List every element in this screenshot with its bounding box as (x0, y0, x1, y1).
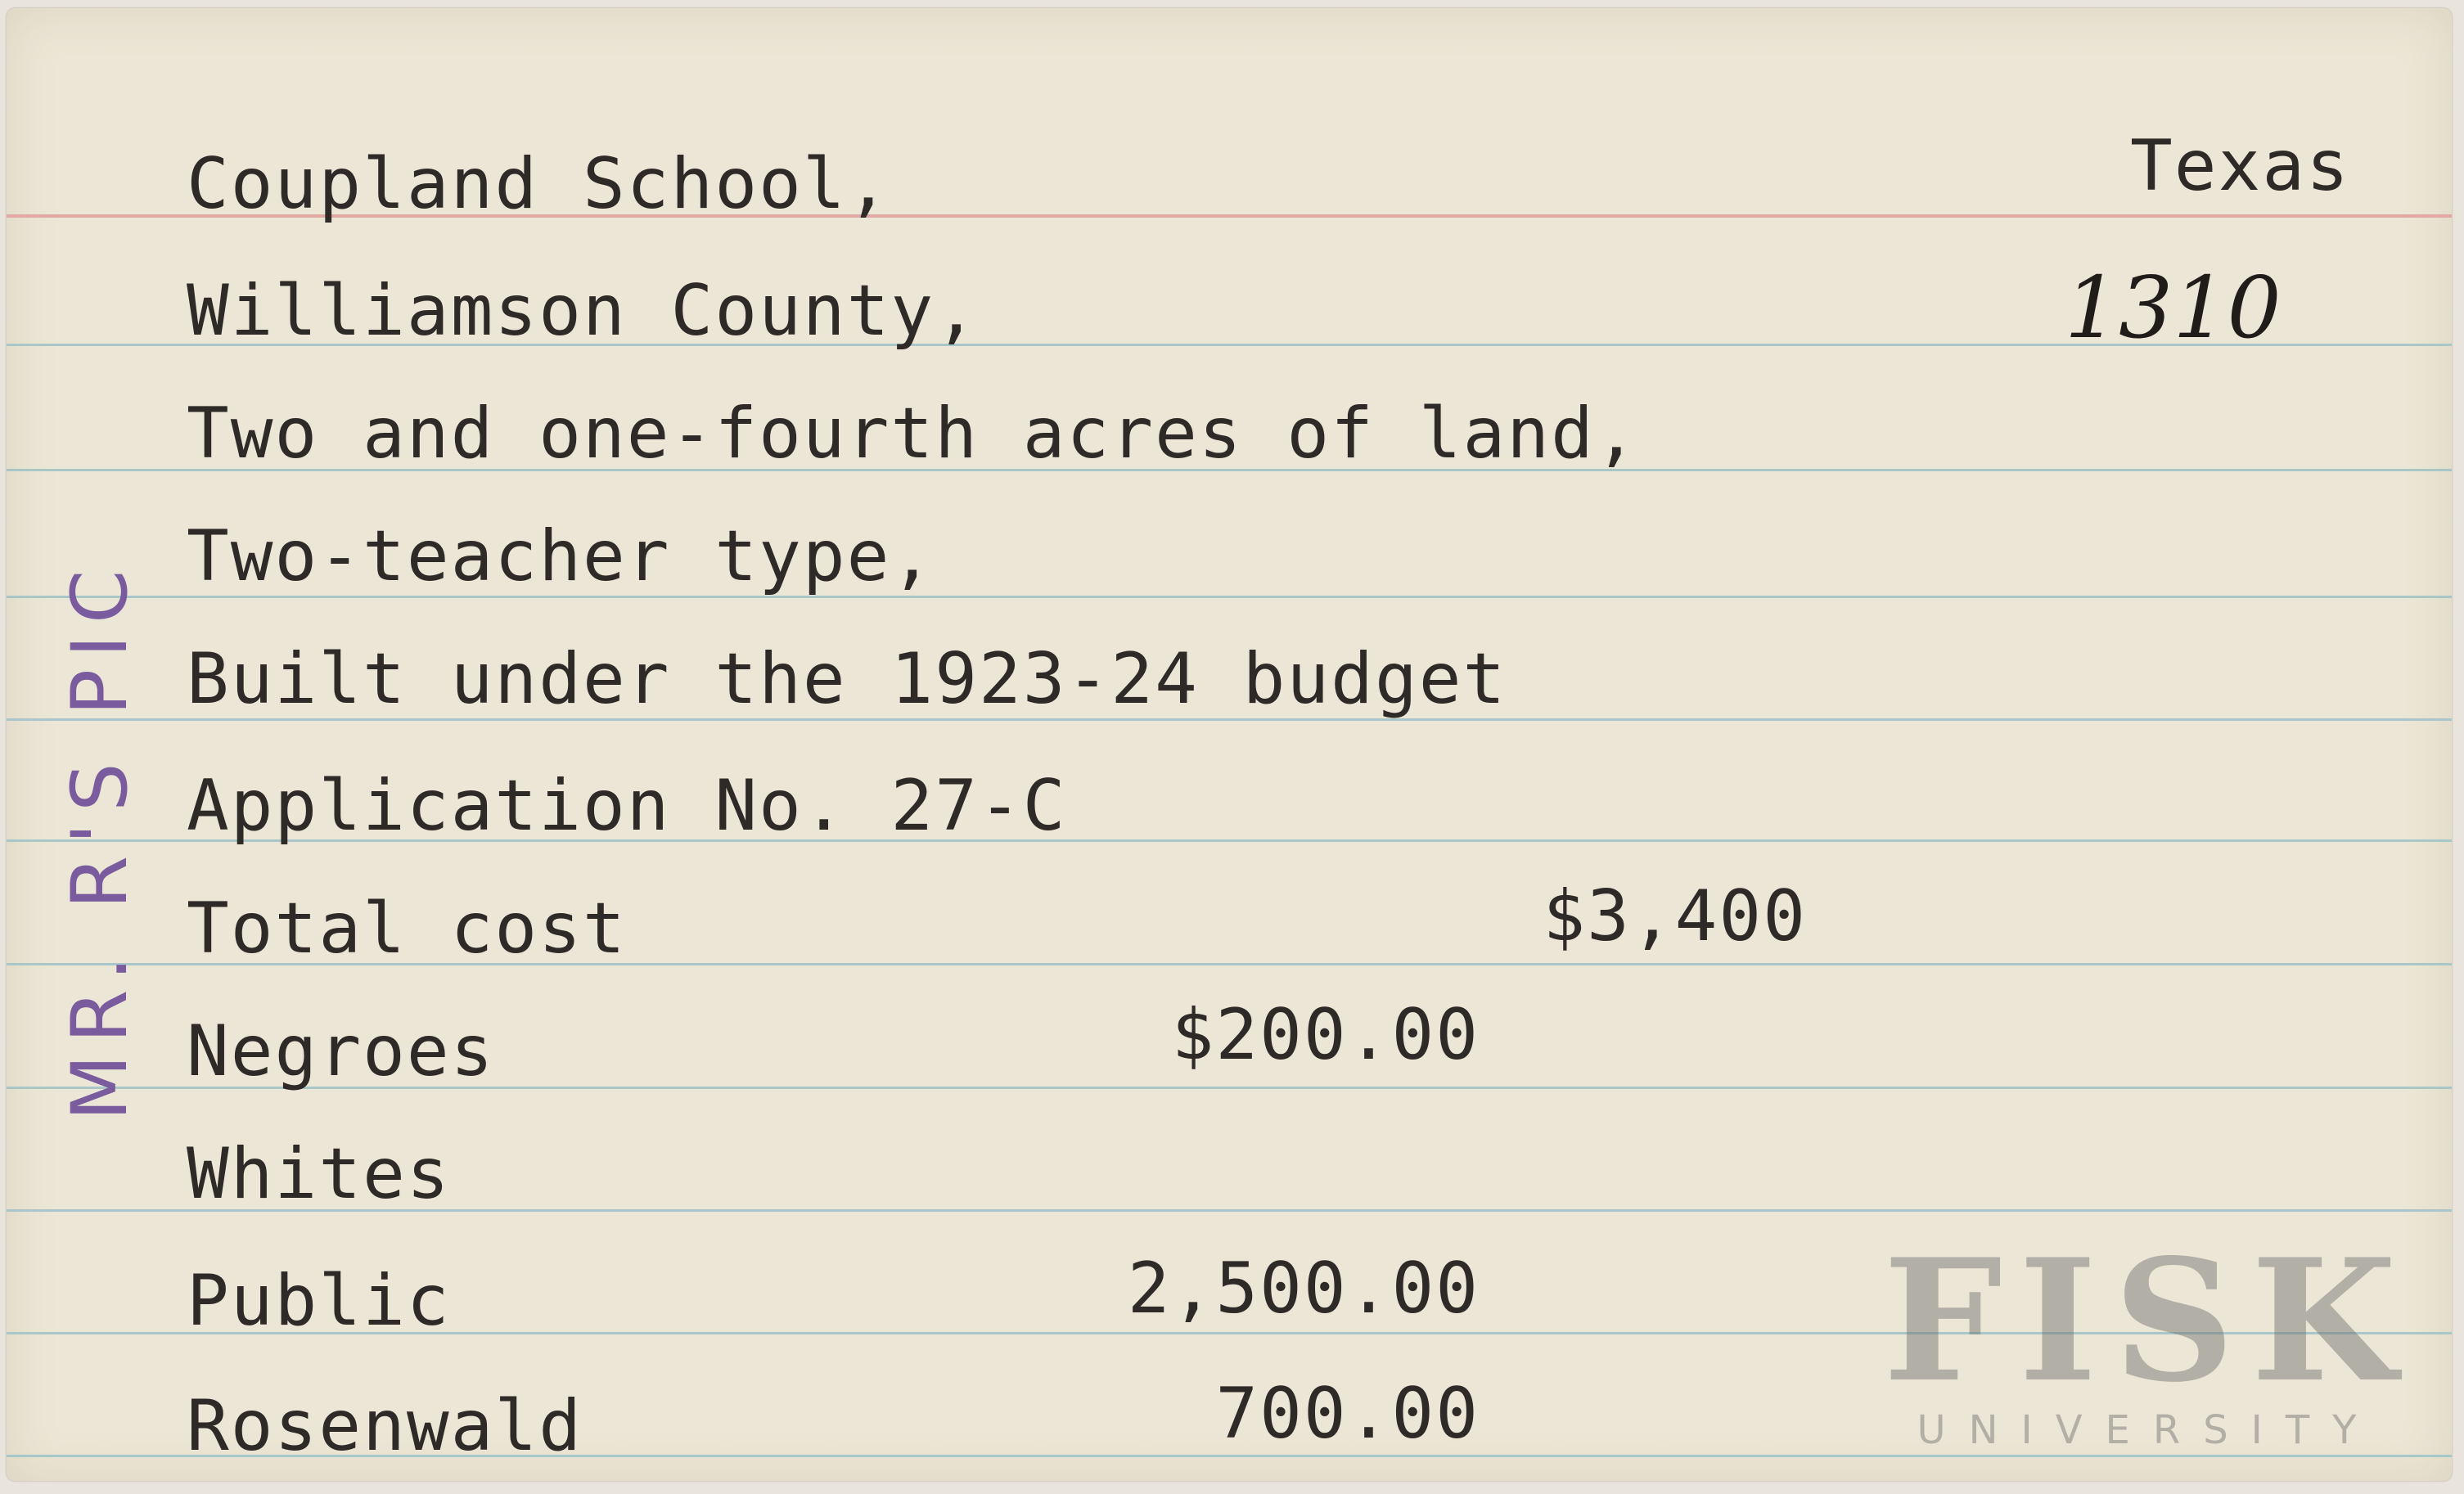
logo-wordmark: FISK (1883, 1223, 2413, 1420)
contribution-label-public: Public (187, 1260, 451, 1342)
contribution-label-rosenwald: Rosenwald (187, 1385, 583, 1467)
fisk-university-logo (1862, 1223, 2435, 1469)
total-cost-label: Total cost (187, 888, 627, 970)
contribution-label-negroes: Negroes (187, 1010, 495, 1092)
county-line: Williamson County, (187, 270, 979, 352)
land-line: Two and one-fourth acres of land, (187, 393, 1639, 475)
card-number: 1310 (2065, 258, 2282, 358)
school-name: Coupland School, (187, 143, 891, 225)
budget-line: Built under the 1923-24 budget (187, 638, 1507, 720)
contribution-value-rosenwald: 700.00 (1215, 1373, 1480, 1455)
application-line: Application No. 27-C (187, 765, 1067, 847)
state-name: Texas (2130, 125, 2350, 207)
rubber-stamp: MR. R'S PIC (56, 558, 145, 1121)
type-line: Two-teacher type, (187, 515, 935, 597)
contribution-value-public: 2,500.00 (1127, 1248, 1480, 1330)
logo-subtitle: UNIVERSITY (1917, 1407, 2380, 1453)
contribution-value-negroes: $200.00 (1171, 994, 1480, 1076)
total-cost-value: $3,400 (1543, 875, 1807, 957)
contribution-label-whites: Whites (187, 1133, 451, 1215)
